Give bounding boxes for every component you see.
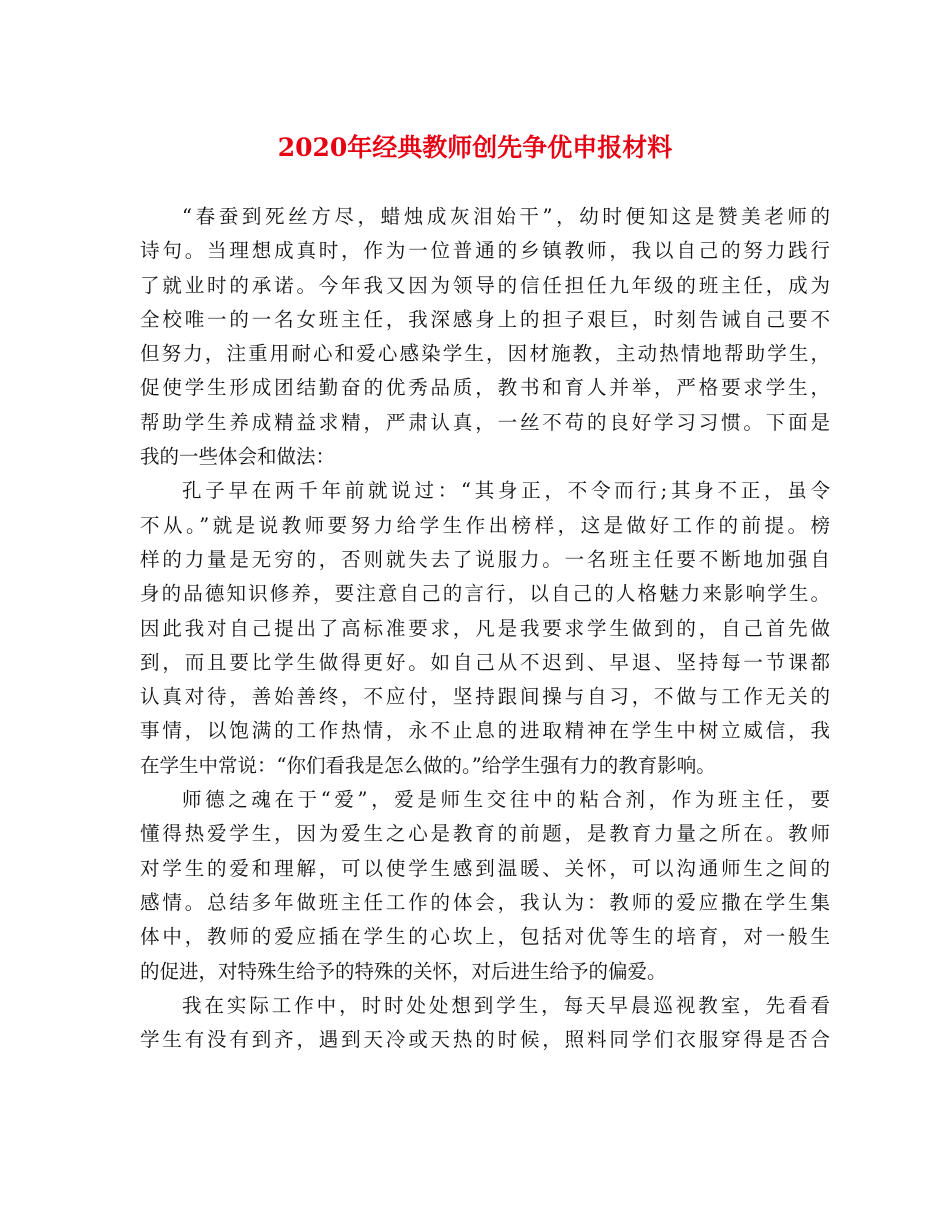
text-line: 因此我对自己提出了高标准要求，凡是我要求学生做到的，自己首先做 bbox=[140, 616, 830, 640]
text-line: 了就业时的承诺。今年我又因为领导的信任担任九年级的班主任，成为 bbox=[140, 273, 830, 297]
text-line: 不从。”就是说教师要努力给学生作出榜样，这是做好工作的前提。榜 bbox=[140, 513, 830, 537]
text-line: 懂得热爱学生，因为爱生之心是教育的前题，是教育力量之所在。教师 bbox=[140, 822, 830, 846]
text-line: 感情。总结多年做班主任工作的体会，我认为：教师的爱应撒在学生集 bbox=[140, 890, 830, 914]
text-line: 我在实际工作中，时时处处想到学生，每天早晨巡视教室，先看看 bbox=[182, 993, 830, 1017]
text-line: 但努力，注重用耐心和爱心感染学生，因材施教，主动热情地帮助学生， bbox=[140, 342, 830, 366]
text-line: 事情，以饱满的工作热情，永不止息的进取精神在学生中树立威信，我 bbox=[140, 719, 830, 743]
text-line: 到，而且要比学生做得更好。如自己从不迟到、早退、坚持每一节课都 bbox=[140, 650, 830, 674]
text-line: 在学生中常说：“你们看我是怎么做的。”给学生强有力的教育影响。 bbox=[140, 753, 716, 777]
text-line: 学生有没有到齐，遇到天冷或天热的时候，照料同学们衣服穿得是否合 bbox=[140, 1028, 830, 1052]
text-line: 体中，教师的爱应插在学生的心坎上，包括对优等生的培育，对一般生 bbox=[140, 925, 830, 949]
text-line: 促使学生形成团结勤奋的优秀品质，教书和育人并举，严格要求学生， bbox=[140, 376, 830, 400]
text-line: 我的一些体会和做法： bbox=[140, 445, 336, 469]
text-line: 全校唯一的一名女班主任，我深感身上的担子艰巨，时刻告诫自己要不 bbox=[140, 307, 830, 331]
text-line: 的促进，对特殊生给予的特殊的关怀，对后进生给予的偏爱。 bbox=[140, 959, 667, 983]
text-line: “春蚕到死丝方尽，蜡烛成灰泪始干”，幼时便知这是赞美老师的 bbox=[182, 205, 830, 228]
text-line: 认真对待，善始善终，不应付，坚持跟间操与自习，不做与工作无关的 bbox=[140, 685, 830, 709]
text-line: 师德之魂在于“爱”，爱是师生交往中的粘合剂，作为班主任，要 bbox=[182, 788, 830, 812]
document-title: 2020年经典教师创先争优申报材料 bbox=[277, 133, 673, 162]
text-line: 对学生的爱和理解，可以使学生感到温暖、关怀，可以沟通师生之间的 bbox=[140, 856, 830, 880]
text-line: 帮助学生养成精益求精，严肃认真，一丝不苟的良好学习习惯。下面是 bbox=[140, 410, 830, 434]
text-line: 孔子早在两千年前就说过：“其身正，不令而行;其身不正，虽令 bbox=[182, 479, 830, 503]
text-line: 诗句。当理想成真时，作为一位普通的乡镇教师，我以自己的努力践行 bbox=[140, 239, 830, 263]
text-line: 身的品德知识修养，要注意自己的言行，以自己的人格魅力来影响学生。 bbox=[140, 582, 830, 606]
document-body bbox=[140, 200, 830, 1057]
text-line: 样的力量是无穷的，否则就失去了说服力。一名班主任要不断地加强自 bbox=[140, 547, 830, 571]
